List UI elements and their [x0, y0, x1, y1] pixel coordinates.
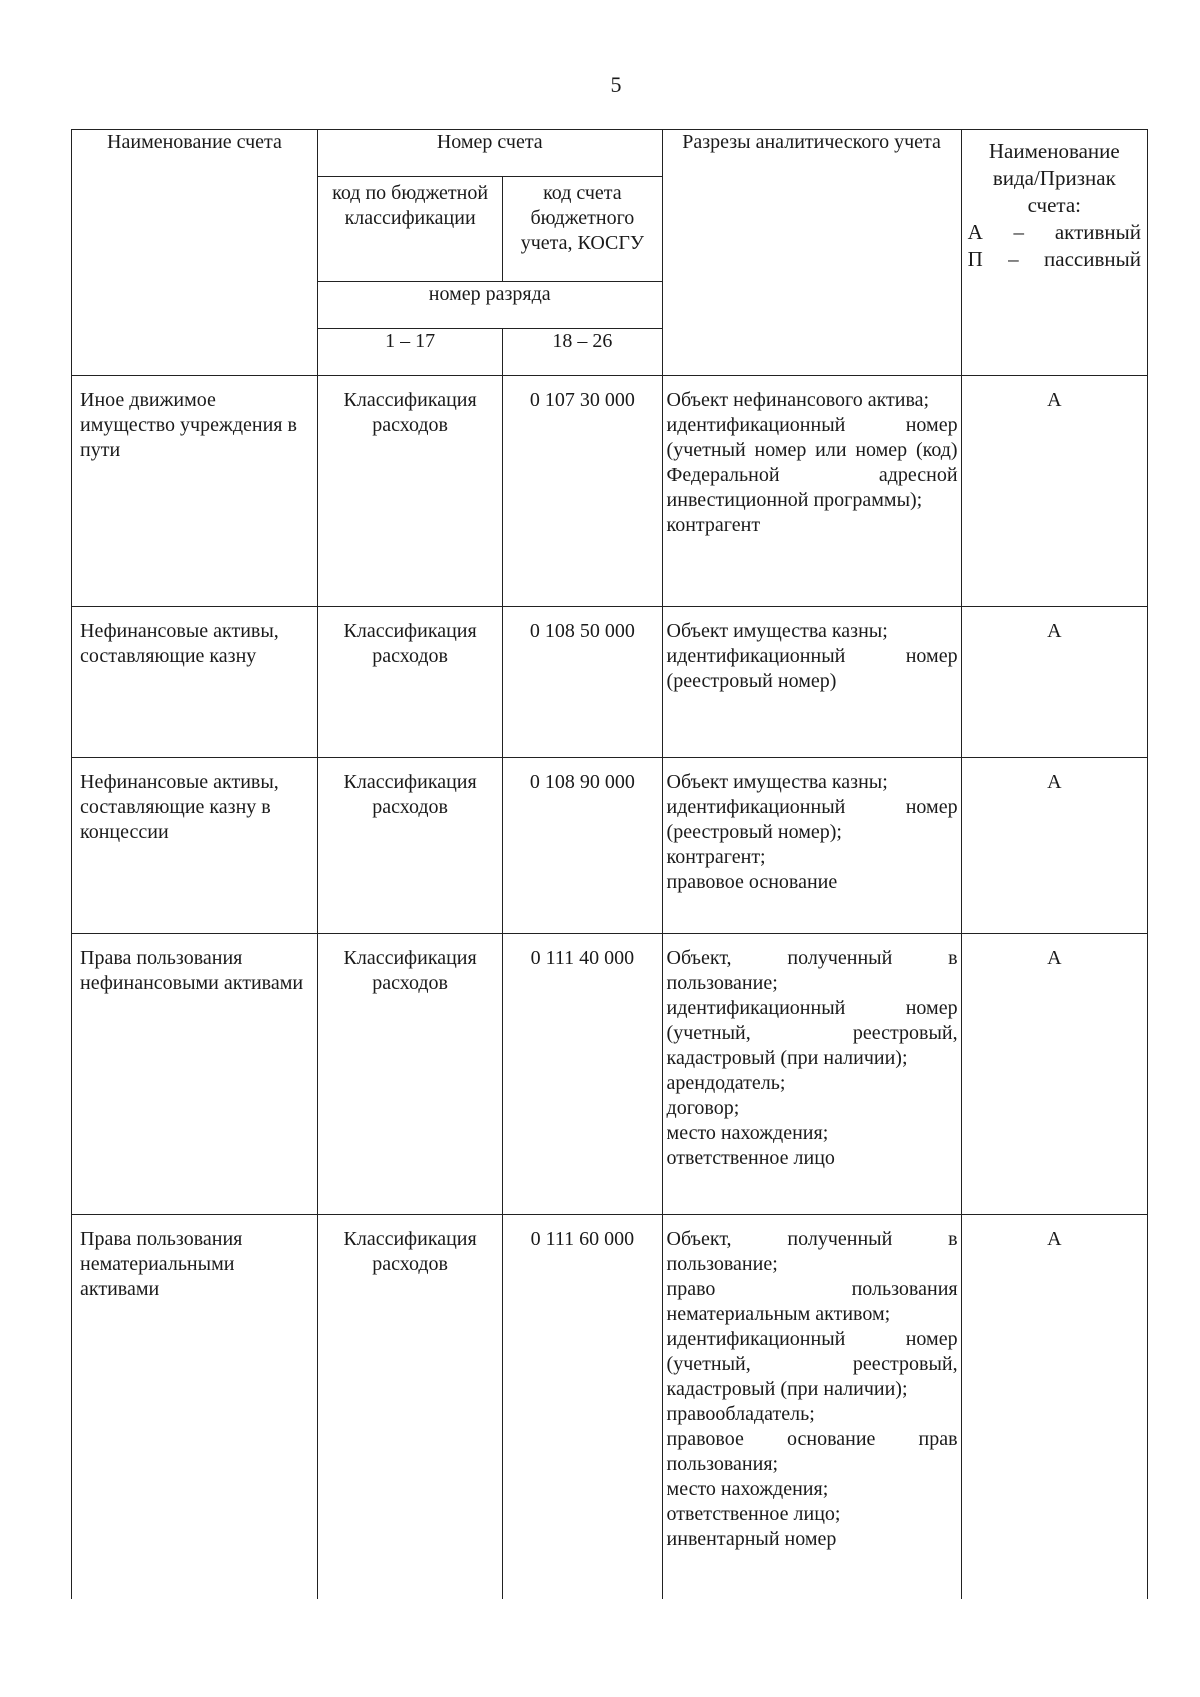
- account-name: Права пользования нефинансовыми активами: [72, 934, 318, 1215]
- header-account-number: Номер счета: [317, 130, 662, 177]
- analytics-item: Объект, полученный в пользование;: [666, 947, 958, 994]
- header-type-passive: П – пассивный: [967, 247, 1141, 271]
- analytics-item: Объект имущества казны;: [666, 620, 888, 642]
- account-code: 0 108 90 000: [503, 758, 662, 934]
- analytics-item: правовое основание прав пользования;: [666, 1428, 958, 1475]
- analytics-item: право пользования нематериальным активом;: [666, 1278, 958, 1325]
- account-type: А: [961, 758, 1147, 934]
- analytics-item: ответственное лицо: [666, 1147, 835, 1169]
- analytics-item: правообладатель;: [666, 1403, 815, 1425]
- analytics-cell: [662, 607, 961, 758]
- header-account-name: Наименование счета: [72, 130, 318, 376]
- header-digits-1-17: 1 – 17: [317, 329, 502, 376]
- analytics-item: идентификационный номер (учетный номер или номер (код) Федеральной адресной инвестиционной программы);: [666, 414, 958, 511]
- analytics-cell: [662, 758, 961, 934]
- table-row: [72, 1215, 1148, 1599]
- accounts-table: [71, 129, 1148, 1599]
- analytics-item: контрагент: [666, 514, 761, 536]
- analytics-item: Объект имущества казны;: [666, 771, 888, 793]
- account-type: А: [961, 934, 1147, 1215]
- analytics-cell: [662, 1215, 961, 1599]
- account-name: Нефинансовые активы, составляющие казну в концессии: [72, 758, 318, 934]
- account-name: Нефинансовые активы, составляющие казну: [72, 607, 318, 758]
- budget-class-code: Классификация расходов: [317, 376, 502, 607]
- analytics-item: идентификационный номер (реестровый номер);: [666, 796, 958, 843]
- account-code: 0 107 30 000: [503, 376, 662, 607]
- analytics-item: идентификационный номер (учетный, реестровый, кадастровый (при наличии);: [666, 1328, 958, 1400]
- analytics-item: идентификационный номер (реестровый номер): [666, 645, 958, 692]
- header-budget-account-code: код счета бюджетного учета, КОСГУ: [503, 177, 662, 282]
- analytics-item: инвентарный номер: [666, 1528, 837, 1550]
- account-code: 0 111 60 000: [503, 1215, 662, 1599]
- analytics-item: договор;: [666, 1097, 740, 1119]
- page-number: 5: [610, 72, 622, 97]
- account-type: А: [961, 1215, 1147, 1599]
- account-name: Права пользования нематериальными активами: [72, 1215, 318, 1599]
- analytics-item: идентификационный номер (учетный, реестровый, кадастровый (при наличии);: [666, 997, 958, 1069]
- header-type-active: А – активный: [967, 220, 1141, 244]
- analytics-cell: [662, 376, 961, 607]
- account-name: Иное движимое имущество учреждения в пути: [72, 376, 318, 607]
- analytics-item: арендодатель;: [666, 1072, 786, 1094]
- header-analytics: Разрезы аналитического учета: [662, 130, 961, 376]
- header-digits-18-26: 18 – 26: [503, 329, 662, 376]
- analytics-item: ответственное лицо;: [666, 1503, 841, 1525]
- header-type-title: Наименование вида/Признак счета:: [988, 139, 1120, 217]
- analytics-item: место нахождения;: [666, 1478, 829, 1500]
- header-digit-number: номер разряда: [317, 282, 662, 329]
- table-row: [72, 607, 1148, 758]
- analytics-item: правовое основание: [666, 871, 838, 893]
- header-account-type: [961, 130, 1147, 376]
- account-type: А: [961, 607, 1147, 758]
- table-row: [72, 376, 1148, 607]
- budget-class-code: Классификация расходов: [317, 1215, 502, 1599]
- account-type: А: [961, 376, 1147, 607]
- budget-class-code: Классификация расходов: [317, 758, 502, 934]
- table-row: [72, 758, 1148, 934]
- analytics-item: контрагент;: [666, 846, 766, 868]
- table-row: [72, 934, 1148, 1215]
- analytics-item: Объект, полученный в пользование;: [666, 1228, 958, 1275]
- analytics-cell: [662, 934, 961, 1215]
- analytics-item: Объект нефинансового актива;: [666, 389, 930, 411]
- header-budget-class-code: код по бюджетной классификации: [317, 177, 502, 282]
- account-code: 0 108 50 000: [503, 607, 662, 758]
- budget-class-code: Классификация расходов: [317, 607, 502, 758]
- account-code: 0 111 40 000: [503, 934, 662, 1215]
- analytics-item: место нахождения;: [666, 1122, 829, 1144]
- budget-class-code: Классификация расходов: [317, 934, 502, 1215]
